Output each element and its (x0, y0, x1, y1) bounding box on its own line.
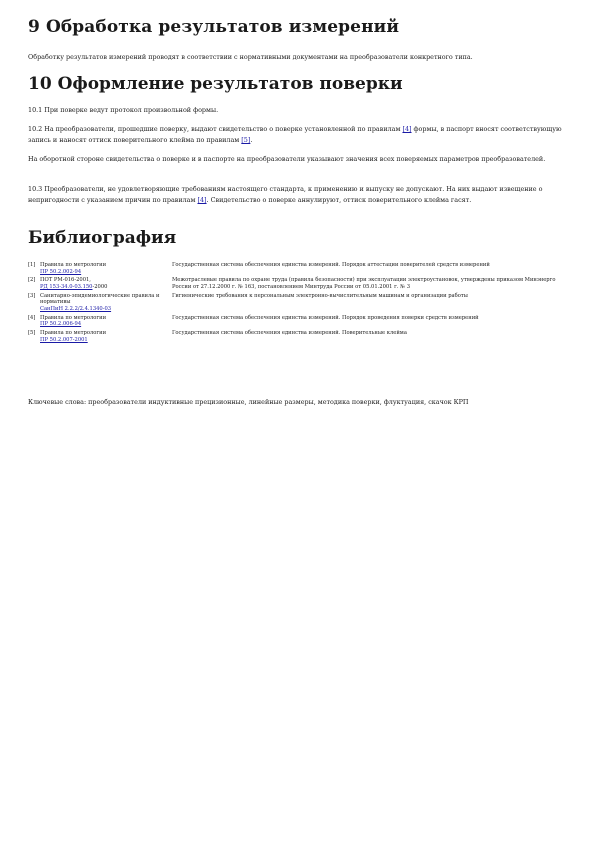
bibliography-item (28, 330, 566, 343)
bibliography-item-description: Государственная система обеспечения единства измерений. Порядок проведения поверки средств измерений (172, 314, 479, 321)
bibliography-item-description: Межотраслевые правила по охране труда (правила безопасности) при эксплуатации электроустановок, утверждены приказом Минэнерго России от 27.12.2000 г. № 163, постановлением Минтруда России от 05.01.2001 г. № 3 (172, 277, 556, 290)
bibliography-item (28, 262, 566, 275)
bibliography-item-doc-type: ПОТ РМ-016-2001, (40, 277, 91, 284)
bibliography-heading: Библиография (28, 228, 177, 248)
bibliography-item-number: [3] (28, 292, 36, 299)
bibliography-item-document (40, 330, 172, 343)
bibliography-item-number: [2] (28, 277, 36, 284)
bibliography-item-doc-type: Правила по метрологии (40, 314, 107, 321)
bibliography-item-number: [5] (28, 330, 36, 337)
section-10-heading: 10 Оформление результатов поверки (28, 74, 403, 94)
bibliography-item-document (40, 262, 172, 275)
bibliography-item-description: Гигиенические требования к персональным электронно-вычислительным машинам и организации работы (172, 292, 468, 299)
ref-link-4[interactable]: [4] (197, 196, 207, 204)
clause-10-2 (28, 124, 562, 146)
bibliography-item-description: Государственная система обеспечения единства измерений. Порядок аттестации поверителей средств измерений (172, 262, 490, 268)
clause-10-2-text-a: 10.2 На преобразователи, прошедшие поверку, выдают свидетельство о поверке установленной по правилам (28, 125, 403, 133)
bibliography-item-link[interactable]: СанПиН 2.2.2/2.4.1340-03 (40, 305, 112, 312)
ref-link-4[interactable]: [4] (402, 125, 412, 133)
clause-10-2-text-c: . (250, 136, 253, 144)
clause-10-3-text-b: . Свидетельство о поверке аннулируют, оттиск поверительного клейма гасят. (206, 196, 472, 204)
bibliography-item-doc-type: Правила по метрологии (40, 330, 107, 337)
bibliography-item-document (40, 293, 172, 313)
bibliography-item-number: [4] (28, 314, 36, 321)
section-9-text: Обработку результатов измерений проводят в соответствии с нормативными документами на преобразователи конкретного типа. (28, 53, 473, 61)
clause-10-3 (28, 184, 562, 206)
keywords: Ключевые слова: преобразователи индуктивные прецизионные, линейные размеры, методика поверки, флуктуация, скачок КРП (28, 398, 469, 406)
bibliography-item (28, 293, 566, 313)
bibliography-item-link[interactable]: ПР 50.2.002-94 (40, 268, 82, 275)
bibliography-item (28, 277, 566, 290)
bibliography-item-link-suffix: -2000 (92, 283, 108, 290)
clause-10-3-text-a: 10.3 Преобразователи, не удовлетворяющие требованиям настоящего стандарта, к применению и выпуску не допускают. На них выдают извещение о непригодности с указанием причин по правилам (28, 185, 543, 204)
bibliography-item-link[interactable]: ПР 50.2.006-94 (40, 321, 82, 328)
bibliography-item-document (40, 277, 172, 290)
bibliography-item-doc-line (40, 284, 172, 291)
clause-10-1: 10.1 При поверке ведут протокол произвольной формы. (28, 106, 219, 114)
clause-10-2-note: На оборотной стороне свидетельства о поверке и в паспорте на преобразователи указывают значения всех поверяемых параметров преобразователей. (28, 155, 546, 163)
bibliography-item-link[interactable]: ПР 50.2.007-2001 (40, 336, 88, 343)
bibliography-item-number: [1] (28, 262, 36, 268)
bibliography-item (28, 315, 566, 328)
section-9-heading: 9 Обработка результатов измерений (28, 17, 400, 37)
bibliography-list (28, 262, 566, 345)
bibliography-item-doc-type: Санитарно-эпидемиологические правила и нормативы (40, 292, 160, 306)
ref-link-5[interactable]: [5] (241, 136, 251, 144)
clause-10-2-text-b: формы, в паспорт вносят соответствующую запись и наносят оттиск поверительного клейма по правилам (28, 125, 562, 144)
bibliography-item-description: Государственная система обеспечения единства измерений. Поверительные клейма (172, 330, 407, 337)
bibliography-item-doc-type: Правила по метрологии (40, 262, 107, 268)
bibliography-item-document (40, 315, 172, 328)
bibliography-item-link[interactable]: РД 153-34.0-03.150 (40, 283, 93, 290)
